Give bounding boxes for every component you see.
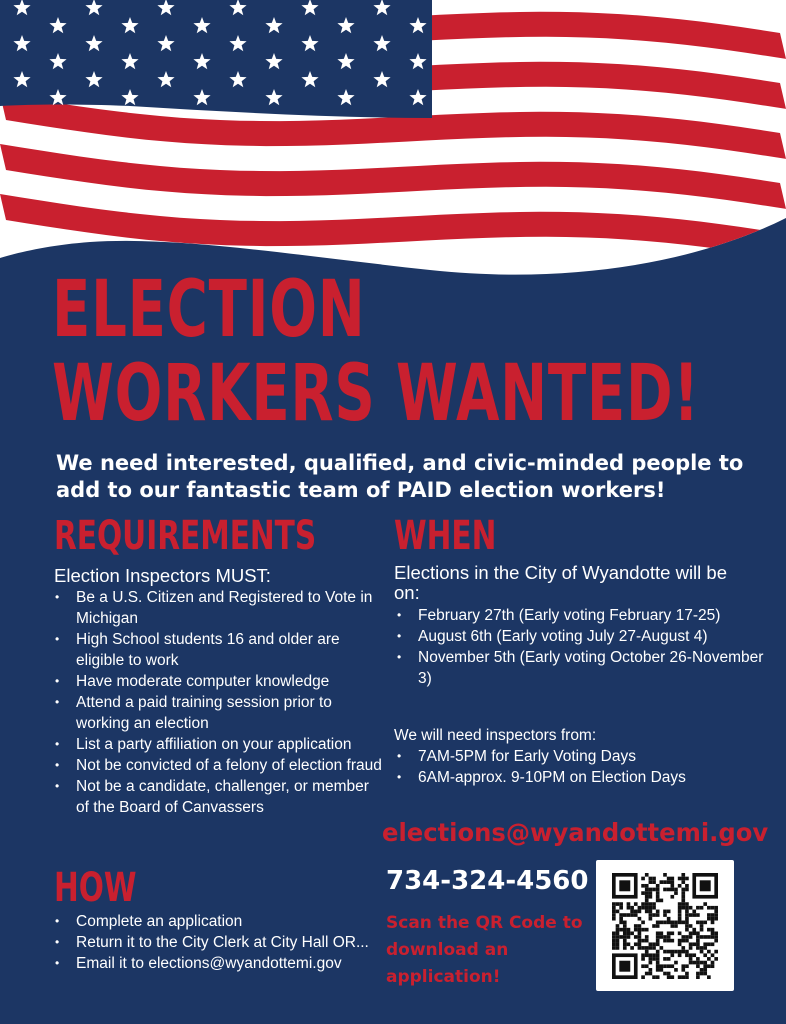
- requirements-subheading: Election Inspectors MUST:: [54, 565, 271, 586]
- contact-email[interactable]: elections@wyandottemi.gov: [382, 818, 769, 847]
- list-item: • Email it to elections@wyandottemi.gov: [52, 953, 372, 974]
- list-item: • November 5th (Early voting October 26-November 3): [394, 647, 764, 689]
- qr-code-icon: [612, 873, 718, 979]
- list-item: • Have moderate computer knowledge: [52, 671, 386, 692]
- headline-line-1: ELECTION: [52, 265, 366, 355]
- headline-line-2: WORKERS WANTED!: [52, 349, 700, 439]
- list-item: • Attend a paid training session prior to working an election: [52, 692, 386, 734]
- requirements-list: [52, 587, 386, 818]
- list-item: • Not be convicted of a felony of election fraud: [52, 755, 386, 776]
- hours-intro: We will need inspectors from:: [394, 727, 597, 744]
- list-item: • Return it to the City Clerk at City Hall OR...: [52, 932, 372, 953]
- how-heading: HOW: [54, 865, 137, 911]
- when-subheading: Elections in the City of Wyandotte will be on:: [394, 562, 727, 603]
- list-item: • Be a U.S. Citizen and Registered to Vote in Michigan: [52, 587, 386, 629]
- how-list: [52, 911, 372, 974]
- hours-list: [394, 746, 764, 788]
- list-item: • 7AM-5PM for Early Voting Days: [394, 746, 764, 767]
- qr-code[interactable]: [596, 860, 734, 991]
- american-flag-banner: [0, 0, 786, 300]
- list-item: • Complete an application: [52, 911, 372, 932]
- list-item: • February 27th (Early voting February 17-25): [394, 605, 764, 626]
- contact-phone[interactable]: 734-324-4560: [386, 866, 589, 896]
- when-heading: WHEN: [394, 513, 497, 559]
- list-item: • List a party affiliation on your application: [52, 734, 386, 755]
- list-item: • August 6th (Early voting July 27-August 4): [394, 626, 764, 647]
- requirements-heading: REQUIREMENTS: [54, 513, 317, 559]
- list-item: • High School students 16 and older are eligible to work: [52, 629, 386, 671]
- election-dates-list: [394, 605, 764, 689]
- qr-prompt: Scan the QR Code to download an application!: [386, 913, 583, 987]
- list-item: • Not be a candidate, challenger, or member of the Board of Canvassers: [52, 776, 386, 818]
- headline: [52, 265, 700, 439]
- list-item: • 6AM-approx. 9-10PM on Election Days: [394, 767, 764, 788]
- subtitle: We need interested, qualified, and civic-minded people to add to our fantastic team of PAID election workers!: [56, 451, 744, 502]
